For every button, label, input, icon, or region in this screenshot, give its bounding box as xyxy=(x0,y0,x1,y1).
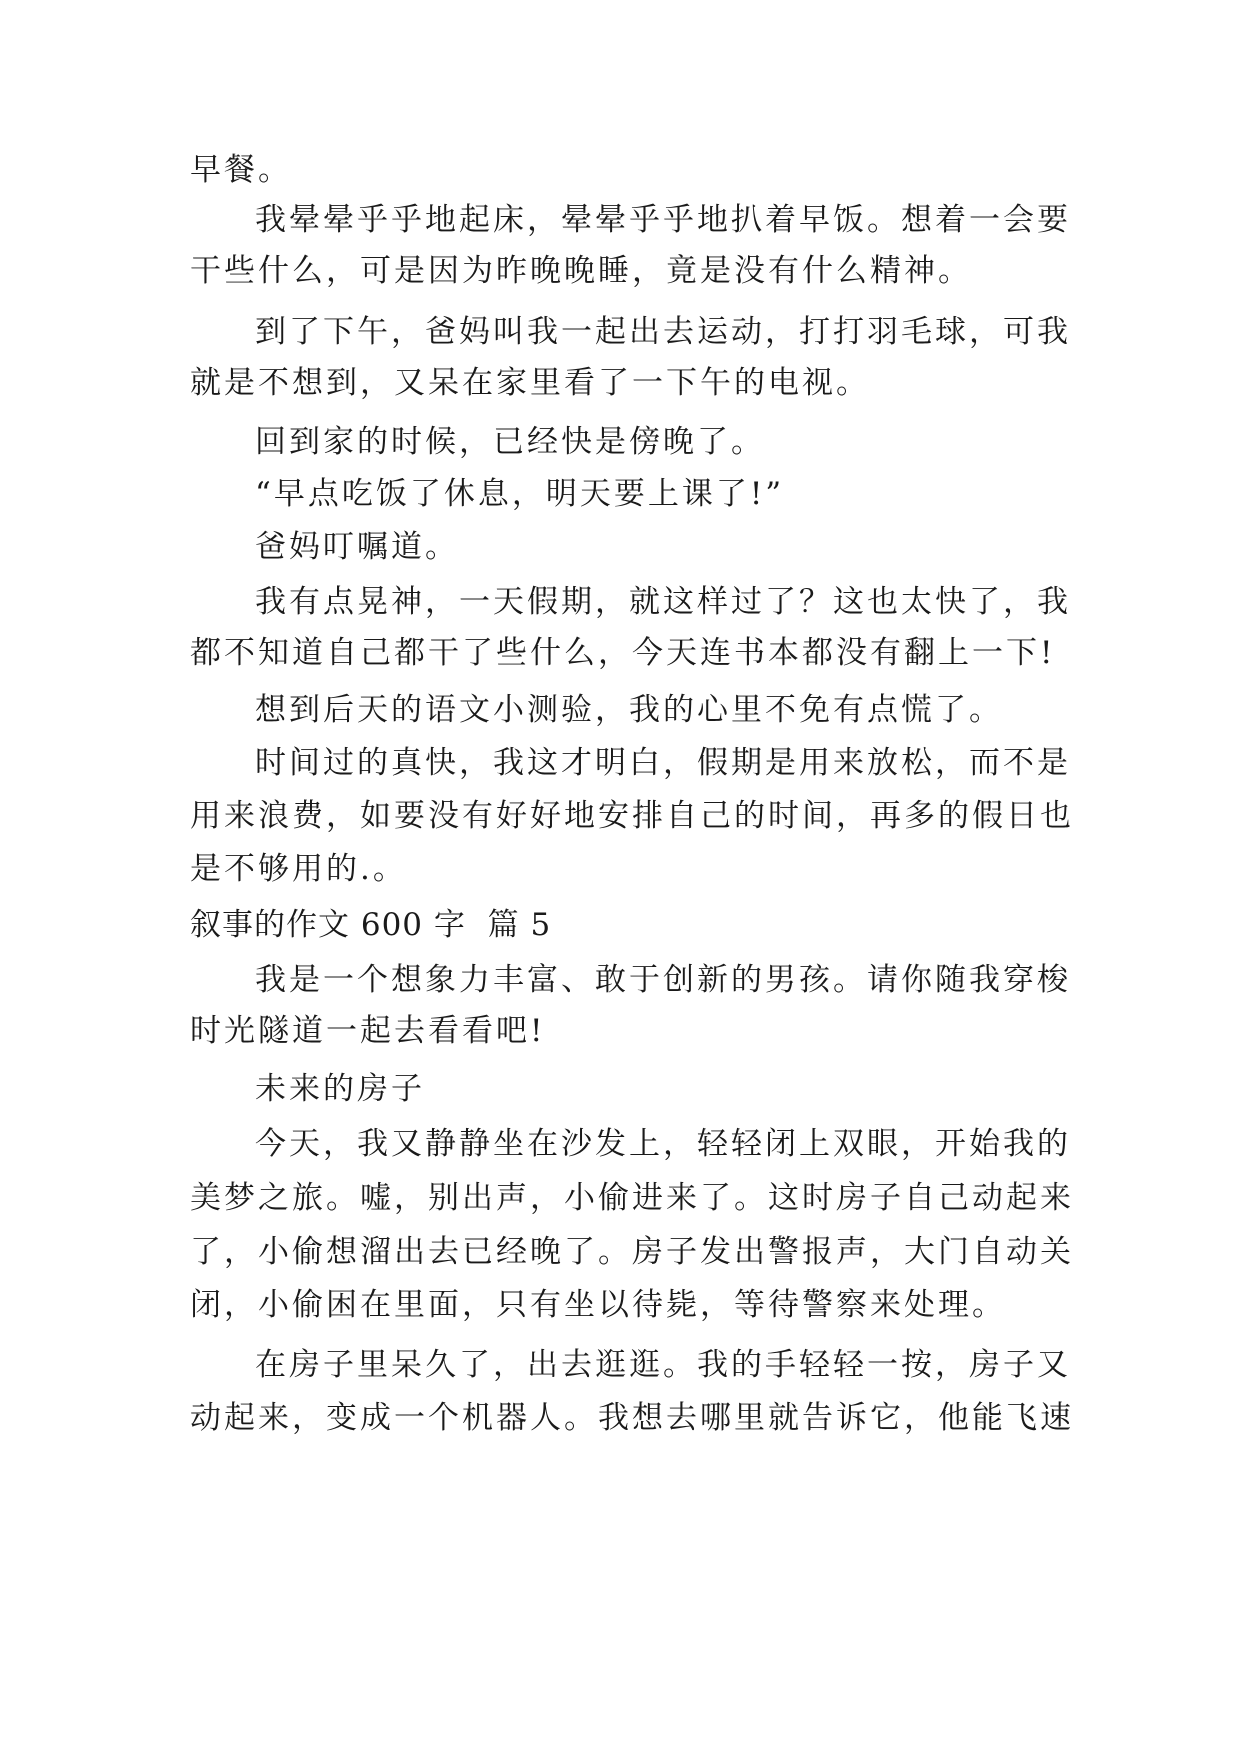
text-line-6: 回到家的时候，已经快是傍晚了。 xyxy=(255,424,765,460)
text-line-16: 我是一个想象力丰富、敢于创新的男孩。请你随我穿梭 xyxy=(255,962,1071,998)
section-heading: 叙事的作文 600 字 篇 5 xyxy=(190,907,552,943)
text-line-18: 未来的房子 xyxy=(255,1071,425,1107)
text-line-14: 是不够用的.。 xyxy=(190,851,407,887)
text-line-12: 时间过的真快，我这才明白，假期是用来放松，而不是 xyxy=(255,745,1071,781)
text-line-1: 早餐。 xyxy=(190,152,292,188)
text-line-17: 时光隧道一起去看看吧! xyxy=(190,1013,546,1049)
text-line-22: 闭，小偷困在里面，只有坐以待毙，等待警察来处理。 xyxy=(190,1287,1006,1323)
text-line-10: 都不知道自己都干了些什么，今天连书本都没有翻上一下! xyxy=(190,635,1056,671)
text-line-4: 到了下午，爸妈叫我一起出去运动，打打羽毛球，可我 xyxy=(255,314,1071,350)
text-line-11: 想到后天的语文小测验，我的心里不免有点慌了。 xyxy=(255,692,1003,728)
text-line-23: 在房子里呆久了，出去逛逛。我的手轻轻一按，房子又 xyxy=(255,1347,1071,1383)
text-line-2: 我晕晕乎乎地起床，晕晕乎乎地扒着早饭。想着一会要 xyxy=(255,202,1071,238)
text-line-9: 我有点晃神，一天假期，就这样过了？这也太快了，我 xyxy=(255,584,1071,620)
text-line-13: 用来浪费，如要没有好好地安排自己的时间，再多的假日也 xyxy=(190,798,1074,834)
text-line-5: 就是不想到，又呆在家里看了一下午的电视。 xyxy=(190,365,870,401)
text-line-24: 动起来，变成一个机器人。我想去哪里就告诉它，他能飞速 xyxy=(190,1400,1074,1436)
text-line-3: 干些什么，可是因为昨晚晚睡，竟是没有什么精神。 xyxy=(190,253,972,289)
text-line-20: 美梦之旅。嘘，别出声，小偷进来了。这时房子自己动起来 xyxy=(190,1180,1074,1216)
text-line-19: 今天，我又静静坐在沙发上，轻轻闭上双眼，开始我的 xyxy=(255,1126,1071,1162)
text-line-7: “早点吃饭了休息，明天要上课了!” xyxy=(255,476,785,512)
text-line-21: 了，小偷想溜出去已经晚了。房子发出警报声，大门自动关 xyxy=(190,1234,1074,1270)
text-line-8: 爸妈叮嘱道。 xyxy=(255,529,459,565)
